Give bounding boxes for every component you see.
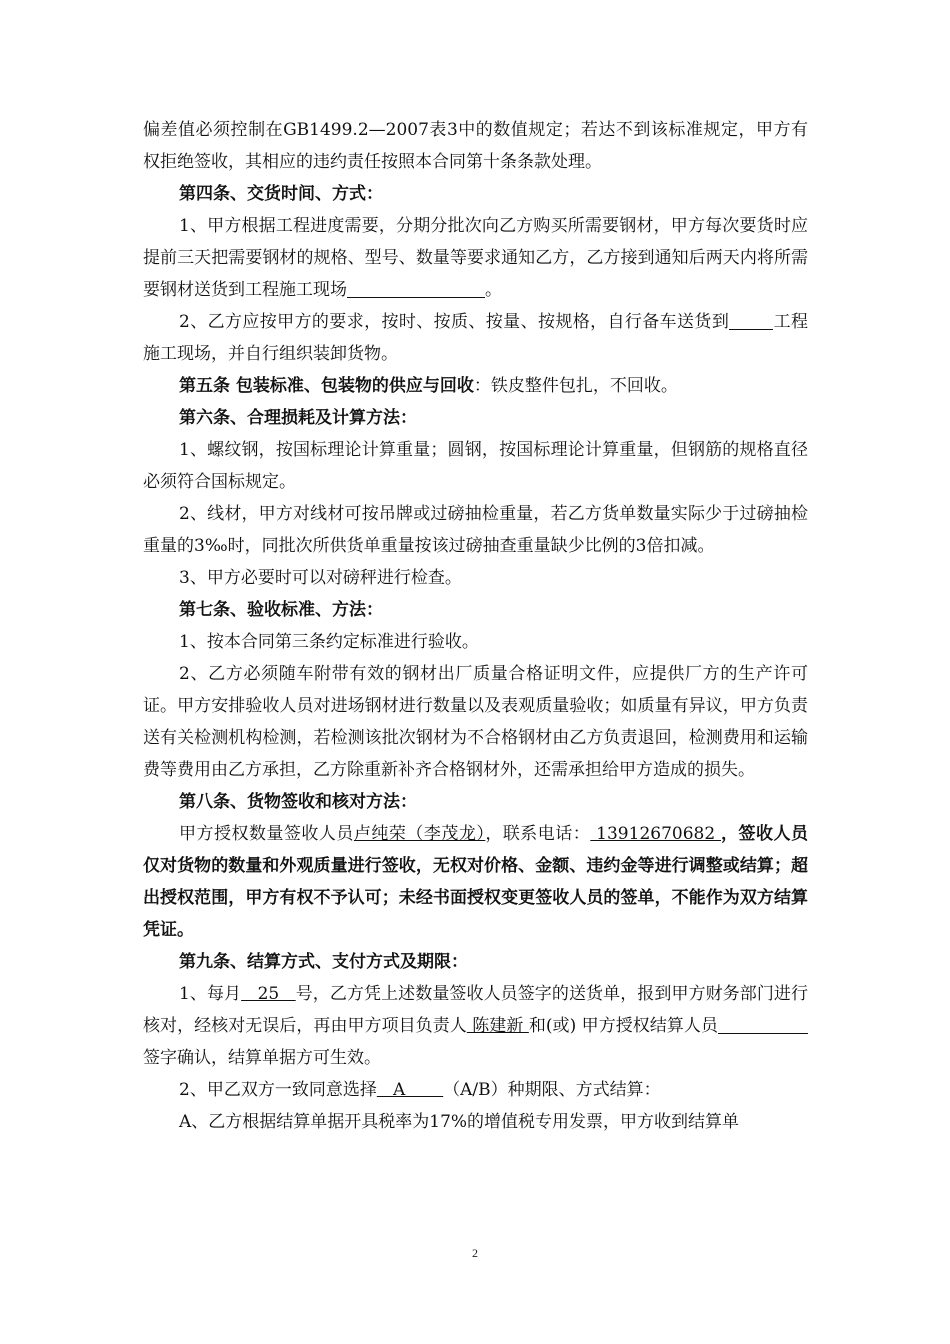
article-7-title: 第七条、验收标准、方法： (179, 600, 383, 620)
article-9-clause-1: 1、每月 25 号，乙方凭上述数量签收人员签字的送货单，报到甲方财务部门进行核对，经核对无误后，再由甲方项目负责人 陈建新 和(或) 甲方授权结算人员签字确认，结算单据方可生效。 (143, 984, 808, 1068)
project-site-blank (729, 309, 773, 330)
signer-name: 卢纯荣（李茂龙） (353, 824, 486, 844)
article-6-clause-3: 3、甲方必要时可以对磅秤进行检查。 (179, 568, 462, 588)
article-8-title: 第八条、货物签收和核对方法： (179, 792, 417, 812)
article-4-clause-1: 1、甲方根据工程进度需要，分期分批次向乙方购买所需要钢材，甲方每次要货时应提前三天把需要钢材的规格、型号、数量等要求通知乙方，乙方接到通知后两天内将所需要钢材送货到工程施工现场 。 (143, 216, 808, 300)
settlement-day: 25 (241, 984, 296, 1004)
article-8-body: 甲方授权数量签收人员卢纯荣（李茂龙），联系电话： 13912670682 ，签收人员仅对货物的数量和外观质量进行签收，无权对价格、金额、违约金等进行调整或结算；超出授权范围，甲方有权不予认可；未经书面授权变更签收人员的签单，不能作为双方结算凭证。 (143, 824, 809, 940)
contract-body (143, 114, 808, 1138)
article-6-title: 第六条、合理损耗及计算方法： (179, 408, 417, 428)
article-9-clause-2: 2、甲乙双方一致同意选择 A （A/B）种期限、方式结算： (179, 1080, 661, 1100)
article-6-clause-2: 2、线材，甲方对线材可按吊牌或过磅抽检重量，若乙方货单数量实际少于过磅抽检重量的3‰时，同批次所供货单重量按该过磅抽查重量缺少比例的3倍扣减。 (143, 504, 808, 556)
article-7-clause-1: 1、按本合同第三条约定标准进行验收。 (179, 632, 479, 652)
article-5: 第五条 包装标准、包装物的供应与回收：铁皮整件包扎，不回收。 (179, 376, 678, 396)
page-number: 2 (472, 1246, 478, 1260)
delivery-site-blank (347, 277, 485, 298)
article-6-clause-1: 1、螺纹钢，按国标理论计算重量；圆钢，按国标理论计算重量，但钢筋的规格直径必须符合国标规定。 (143, 440, 808, 492)
paragraph-deviation: 偏差值必须控制在GB1499.2—2007表3中的数值规定；若达不到该标准规定，甲方有权拒绝签收，其相应的违约责任按照本合同第十条条款处理。 (143, 120, 808, 172)
article-9-option-a: A、乙方根据结算单据开具税率为17%的增值税专用发票，甲方收到结算单 (179, 1112, 740, 1132)
article-4-clause-2: 2、乙方应按甲方的要求，按时、按质、按量、按规格，自行备车送货到 工程施工现场，并自行组织装卸货物。 (143, 306, 808, 370)
article-4-title: 第四条、交货时间、方式： (179, 184, 383, 204)
project-manager-name: 陈建新 (466, 1016, 529, 1036)
article-7-clause-2: 2、乙方必须随车附带有效的钢材出厂质量合格证明文件，应提供厂方的生产许可证。甲方安排验收人员对进场钢材进行数量以及表观质量验收；如质量有异议，甲方负责送有关检测机构检测，若检测该批次钢材为不合格钢材由乙方负责退回，检测费用和运输费等费用由乙方承担，乙方除重新补齐合格钢材外，还需承担给甲方造成的损失。 (143, 664, 808, 780)
settlement-person-blank (718, 1013, 808, 1034)
settlement-option: A (376, 1080, 444, 1100)
signer-phone: 13912670682 (590, 824, 722, 844)
article-9-title: 第九条、结算方式、支付方式及期限： (179, 952, 468, 972)
